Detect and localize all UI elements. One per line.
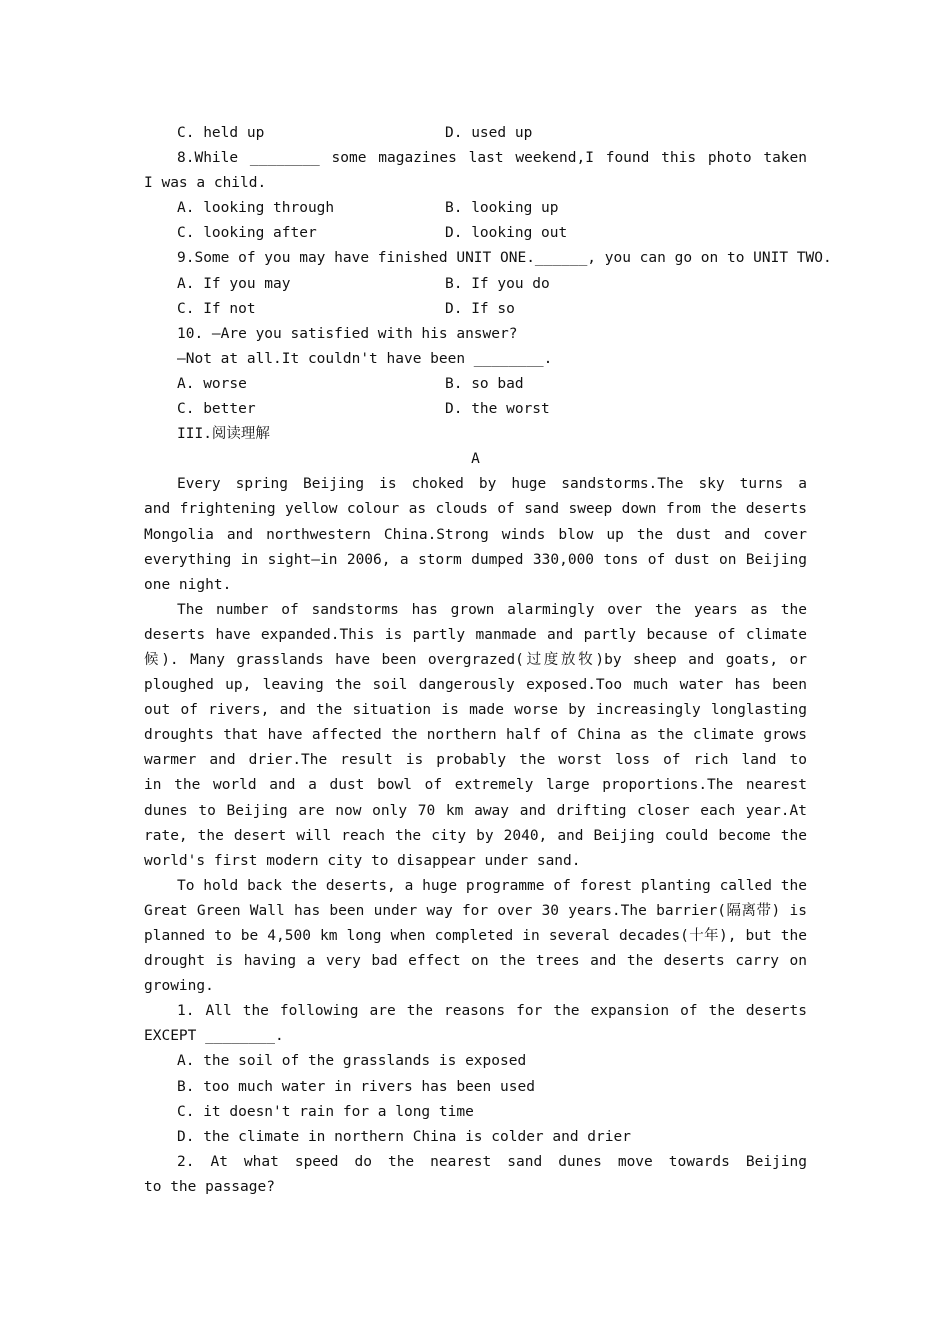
- q9-options-row-1: [144, 272, 807, 297]
- q10-option-d: D. the worst: [445, 401, 550, 418]
- passage-p2-line: deserts have expanded.This is partly manmade and partly because of climate: [144, 626, 807, 643]
- passage-p2-line: rate, the desert will reach the city by 2040, and Beijing could become the: [144, 827, 807, 844]
- passage-p3-line: drought is having a very bad effect on the trees and the deserts carry on: [144, 953, 807, 970]
- passage-p2-line: in the world and a dust bowl of extremely large proportions.The nearest: [144, 777, 807, 794]
- q8-options-row-1: [144, 196, 807, 221]
- q10-stem-line-2: —Not at all.It couldn't have been ________.: [177, 350, 553, 367]
- q8-stem-line-1: 8.While ________ some magazines last weekend,I found this photo taken: [177, 150, 807, 167]
- passage-p1-line: everything in sight—in 2006, a storm dumped 330,000 tons of dust on Beijing: [144, 551, 807, 568]
- document-body: [144, 121, 832, 1200]
- rq1-option-c: C. it doesn't rain for a long time: [177, 1103, 474, 1120]
- rq2-stem-line-1: 2. At what speed do the nearest sand dunes move towards Beijing: [177, 1153, 807, 1170]
- q10-option-a: A. worse: [177, 375, 247, 392]
- rq1-option-d: D. the climate in northern China is colder and drier: [177, 1128, 631, 1145]
- q10-option-c: C. better: [177, 401, 256, 418]
- rq2-stem-line-2: to the passage?: [144, 1178, 275, 1195]
- passage-p2-line: out of rivers, and the situation is made worse by increasingly longlasting: [144, 702, 807, 719]
- passage-p3-line: To hold back the deserts, a huge programme of forest planting called the: [177, 877, 807, 894]
- q9-option-c: C. If not: [177, 300, 256, 317]
- rq1-option-a: A. the soil of the grasslands is exposed: [177, 1053, 527, 1070]
- q9-stem: 9.Some of you may have finished UNIT ONE.______, you can go on to UNIT TWO.: [177, 250, 832, 267]
- passage-p3-line: Great Green Wall has been under way for over 30 years.The barrier(隔离带) is: [144, 902, 807, 919]
- section-heading: III.阅读理解: [177, 426, 270, 443]
- q9-option-d: D. If so: [445, 300, 515, 317]
- q8-option-b: B. looking up: [445, 200, 559, 217]
- q8-stem-line-2: I was a child.: [144, 175, 267, 192]
- q10-option-b: B. so bad: [445, 375, 524, 392]
- rq1-stem-line-1: 1. All the following are the reasons for the expansion of the deserts: [177, 1003, 807, 1020]
- rq1-option-b: B. too much water in rivers has been used: [177, 1078, 535, 1095]
- passage-p2-line: warmer and drier.The result is probably the worst loss of rich land to: [144, 752, 807, 769]
- passage-p1-line: one night.: [144, 576, 232, 593]
- q8-option-c: C. looking after: [177, 225, 317, 242]
- passage-p2-line: dunes to Beijing are now only 70 km away and drifting closer each year.At: [144, 802, 807, 819]
- q9-option-a: A. If you may: [177, 275, 291, 292]
- q7-option-c: C. held up: [177, 125, 265, 141]
- q10-options-row-1: [144, 372, 807, 397]
- q9-options-row-2: [144, 297, 807, 322]
- q9-option-b: B. If you do: [445, 275, 550, 292]
- passage-p2-line: world's first modern city to disappear under sand.: [144, 852, 581, 869]
- passage-p1-line: Every spring Beijing is choked by huge sandstorms.The sky turns a: [177, 476, 807, 493]
- passage-p2-line: ploughed up, leaving the soil dangerously exposed.Too much water has been: [144, 677, 807, 694]
- passage-p3-line: growing.: [144, 978, 214, 995]
- q8-option-d: D. looking out: [445, 225, 568, 242]
- rq1-stem-line-2: EXCEPT ________.: [144, 1028, 284, 1045]
- passage-p1-line: Mongolia and northwestern China.Strong winds blow up the dust and cover: [144, 526, 807, 543]
- q10-options-row-2: [144, 397, 807, 422]
- q7-options-row: [144, 121, 807, 146]
- q10-stem-line-1: 10. —Are you satisfied with his answer?: [177, 325, 518, 342]
- passage-p2-line: droughts that have affected the northern half of China as the climate grows: [144, 727, 807, 744]
- passage-p1-line: and frightening yellow colour as clouds of sand sweep down from the deserts: [144, 501, 807, 518]
- q7-option-d: D. used up: [445, 125, 533, 141]
- q8-option-a: A. looking through: [177, 200, 335, 217]
- q8-options-row-2: [144, 221, 807, 246]
- passage-p3-line: planned to be 4,500 km long when completed in several decades(十年), but the: [144, 928, 807, 944]
- passage-p2-line: The number of sandstorms has grown alarmingly over the years as the: [177, 601, 807, 618]
- passage-p2-line: 候). Many grasslands have been overgrazed(过度放牧)by sheep and goats, or: [144, 651, 807, 668]
- passage-label: A: [471, 451, 480, 468]
